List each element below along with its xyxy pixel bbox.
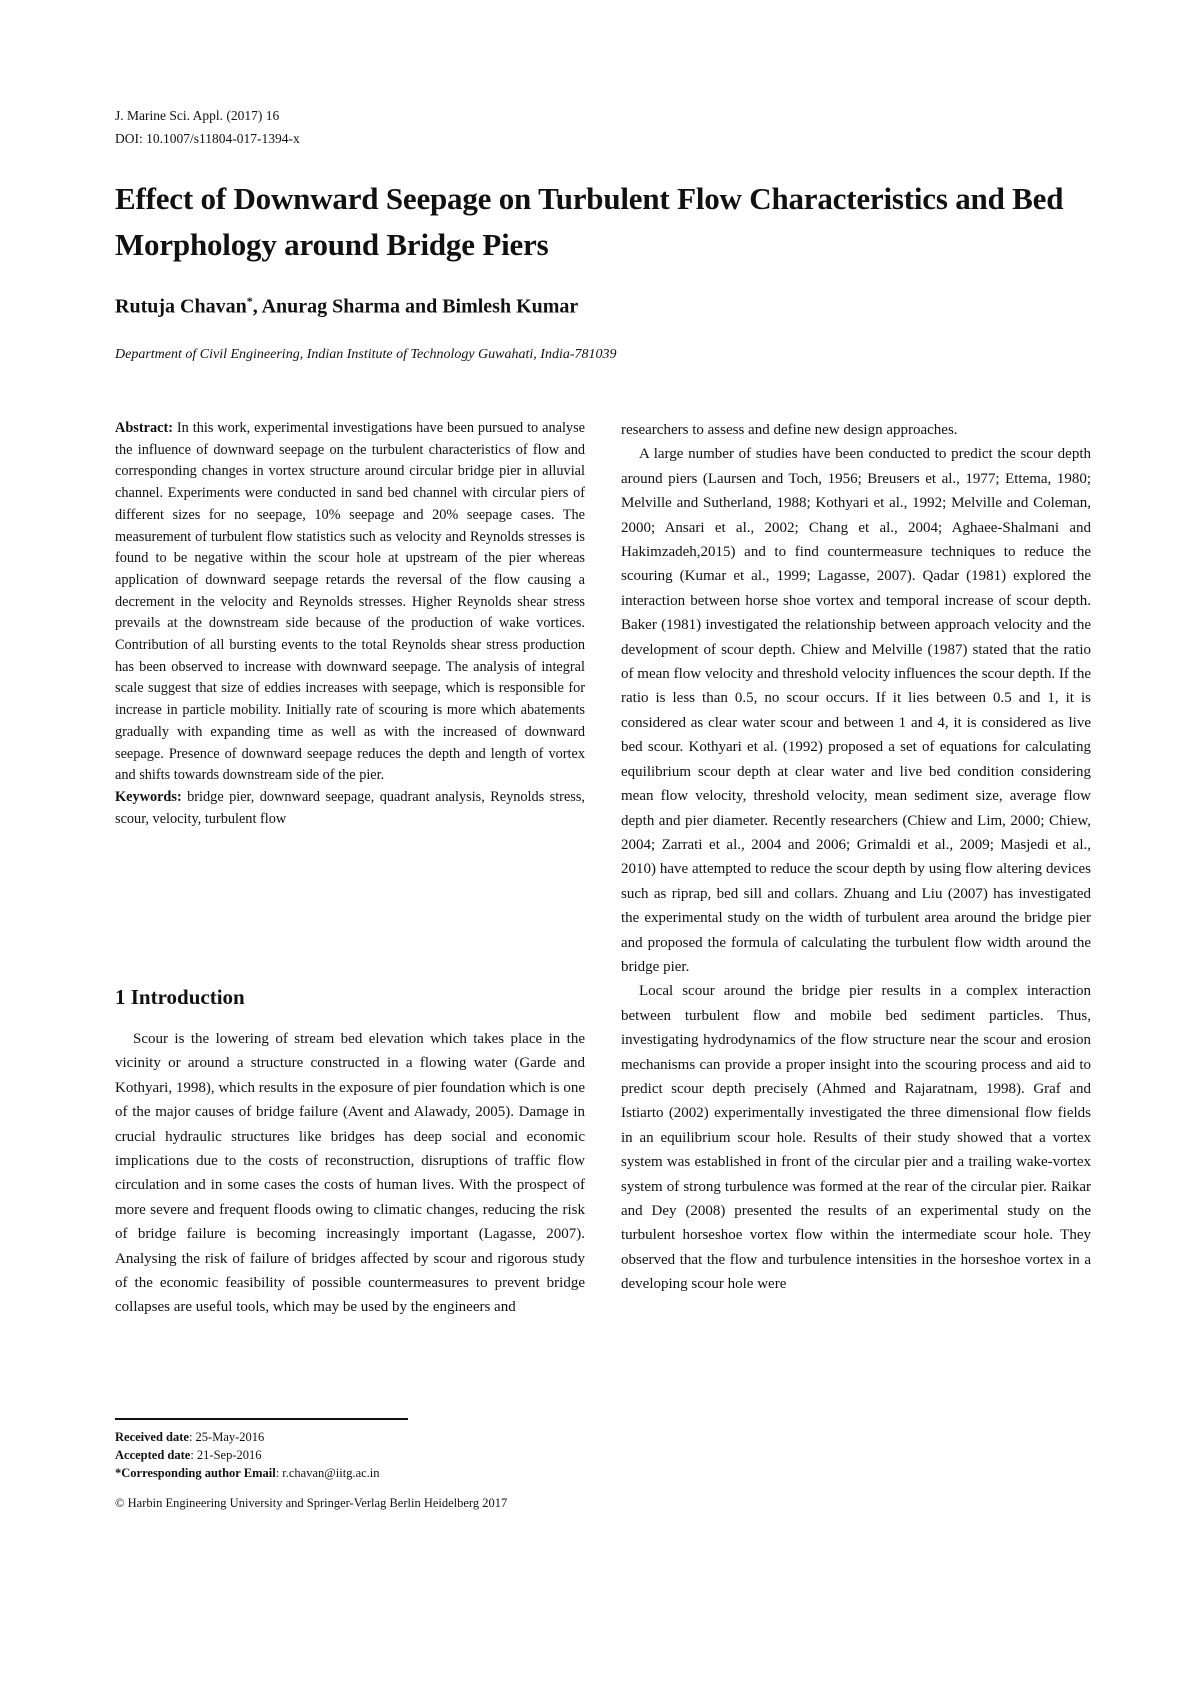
accepted-date [115, 1446, 380, 1464]
footnotes [115, 1428, 380, 1482]
corresponding-mark: * [246, 294, 253, 308]
keywords-text: bridge pier, downward seepage, quadrant analysis, Reynolds stress, scour, velocity, turbulent flow [115, 788, 585, 827]
section-heading-introduction: 1 Introduction [115, 985, 245, 1009]
keywords-paragraph [115, 787, 585, 830]
received-value: : 25-May-2016 [188, 1430, 265, 1444]
received-label: Received date [115, 1430, 189, 1444]
journal-doi[interactable]: DOI: 10.1007/s11804-017-1394-x [115, 131, 300, 146]
copyright-notice: © Harbin Engineering University and Springer-Verlag Berlin Heidelberg 2017 [115, 1496, 508, 1510]
footnote-divider [115, 1418, 408, 1420]
corresponding-email[interactable]: : r.chavan@iitg.ac.in [275, 1466, 380, 1480]
author-rest: , Anurag Sharma and Bimlesh Kumar [252, 295, 579, 318]
corresponding-label: *Corresponding author Email [115, 1466, 276, 1480]
continuation-paragraph: researchers to assess and define new design approaches. [621, 422, 958, 438]
right-column-body [621, 418, 1091, 1297]
introduction-body [115, 1027, 585, 1320]
accepted-label: Accepted date [115, 1448, 191, 1462]
intro-paragraph-2: A large number of studies have been conducted to predict the scour depth around piers (Laursen and Toch, 1956; Breusers et al., 1977; Ettema, 1980; Melville and Sutherland, 1988; Kothyari et al., 1992; Melville and Coleman, 2000; Ansari et al., 2002; Chang et al., 2004; Aghaee-Shalmani and Hakimzadeh,2015) and to find countermeasure techniques to reduce the scouring (Kumar et al., 1999; Lagasse, 2007). Qadar (1981) explored the interaction between horse shoe vortex and temporal increase of scour depth. Baker (1981) investigated the relationship between approach velocity and the development of scour depth. Chiew and Melville (1987) stated that the ratio of mean flow velocity and threshold velocity influences the scour depth. If the ratio is less than 0.5, no scour occurs. If it lies between 0.5 and 1, it is considered as clear water scour and between 1 and 4, it is considered as live bed scour. Kothyari et al. (1992) proposed a set of equations for calculating equilibrium scour depth at clear water and live bed condition considering mean flow velocity, threshold velocity, mean sediment size, average flow depth and pier diameter. Recently researchers (Chiew and Lim, 2000; Chiew, 2004; Zarrati et al., 2004 and 2006; Grimaldi et al., 2009; Masjedi et al., 2010) have attempted to reduce the scour depth by using flow altering devices such as riprap, bed sill and collars. Zhuang and Liu (2007) has investigated the experimental study on the width of turbulent area around the bridge pier and proposed the formula of calculating the turbulent flow width around the bridge pier. [621, 446, 1091, 975]
corresponding-author [115, 1464, 380, 1482]
abstract-label: Abstract: [115, 420, 173, 436]
author-list [115, 294, 578, 319]
journal-header [115, 104, 300, 150]
author-first: Rutuja Chavan [115, 295, 247, 318]
accepted-value: : 21-Sep-2016 [190, 1448, 262, 1462]
affiliation: Department of Civil Engineering, Indian Institute of Technology Guwahati, India-781039 [115, 347, 617, 362]
abstract-text: In this work, experimental investigations have been pursued to analyse the influence of downward seepage on the turbulent characteristics of flow and corresponding changes in vortex structure around circular bridge pier in alluvial channel. Experiments were conducted in sand bed channel with circular piers of different sizes for no seepage, 10% seepage and 20% seepage cases. The measurement of turbulent flow statistics such as velocity and Reynolds stresses is found to be negative within the scour hole at upstream of the pier whereas application of downward seepage retards the reversal of the flow causing a decrement in the velocity and Reynolds stresses. Higher Reynolds shear stress prevails at the downstream side because of the production of wake vortices. Contribution of all bursting events to the total Reynolds shear stress production has been observed to increase with downward seepage. The analysis of integral scale suggest that size of eddies increases with seepage, which is responsible for increase in particle mobility. Initially rate of scouring is more which abatements gradually with expanding time as well as with the increased of downward seepage. Presence of downward seepage reduces the depth and length of vortex and shifts towards downstream side of the pier. [115, 420, 585, 784]
paper-title: Effect of Downward Seepage on Turbulent Flow Characteristics and Bed Morphology around Bridge Piers [115, 181, 1064, 262]
journal-citation: J. Marine Sci. Appl. (2017) 16 [115, 108, 280, 123]
keywords-label: Keywords: [115, 788, 182, 805]
received-date [115, 1428, 380, 1446]
abstract-paragraph [115, 418, 585, 787]
abstract-block [115, 418, 585, 830]
intro-paragraph: Scour is the lowering of stream bed elevation which takes place in the vicinity or around a structure constructed in a flowing water (Garde and Kothyari, 1998), which results in the exposure of pier foundation which is one of the major causes of bridge failure (Avent and Alawady, 2005). Damage in crucial hydraulic structures like bridges has deep social and economic implications due to the costs of reconstruction, disruptions of traffic flow circulation and in some cases the costs of human lives. With the prospect of more severe and frequent floods owing to climatic changes, reducing the risk of bridge failure is becoming increasingly important (Lagasse, 2007). Analysing the risk of failure of bridges affected by scour and rigorous study of the economic feasibility of possible countermeasures to prevent bridge collapses are useful tools, which may be used by the engineers and [115, 1031, 585, 1316]
intro-paragraph-3: Local scour around the bridge pier results in a complex interaction between turbulent flow and mobile bed sediment particles. Thus, investigating hydrodynamics of the flow structure near the scour and erosion mechanisms can provide a proper insight into the scouring process and aid to predict scour depth precisely (Ahmed and Rajaratnam, 1998). Graf and Istiarto (2002) experimentally investigated the three dimensional flow fields in an equilibrium scour hole. Results of their study showed that a vortex system was established in front of the circular pier and a trailing wake-vortex system of strong turbulence was formed at the rear of the circular pier. Raikar and Dey (2008) presented the results of an experimental study on the turbulent horseshoe vortex flow within the intermediate scour hole. They observed that the flow and turbulence intensities in the horseshoe vortex in a developing scour hole were [621, 983, 1091, 1293]
